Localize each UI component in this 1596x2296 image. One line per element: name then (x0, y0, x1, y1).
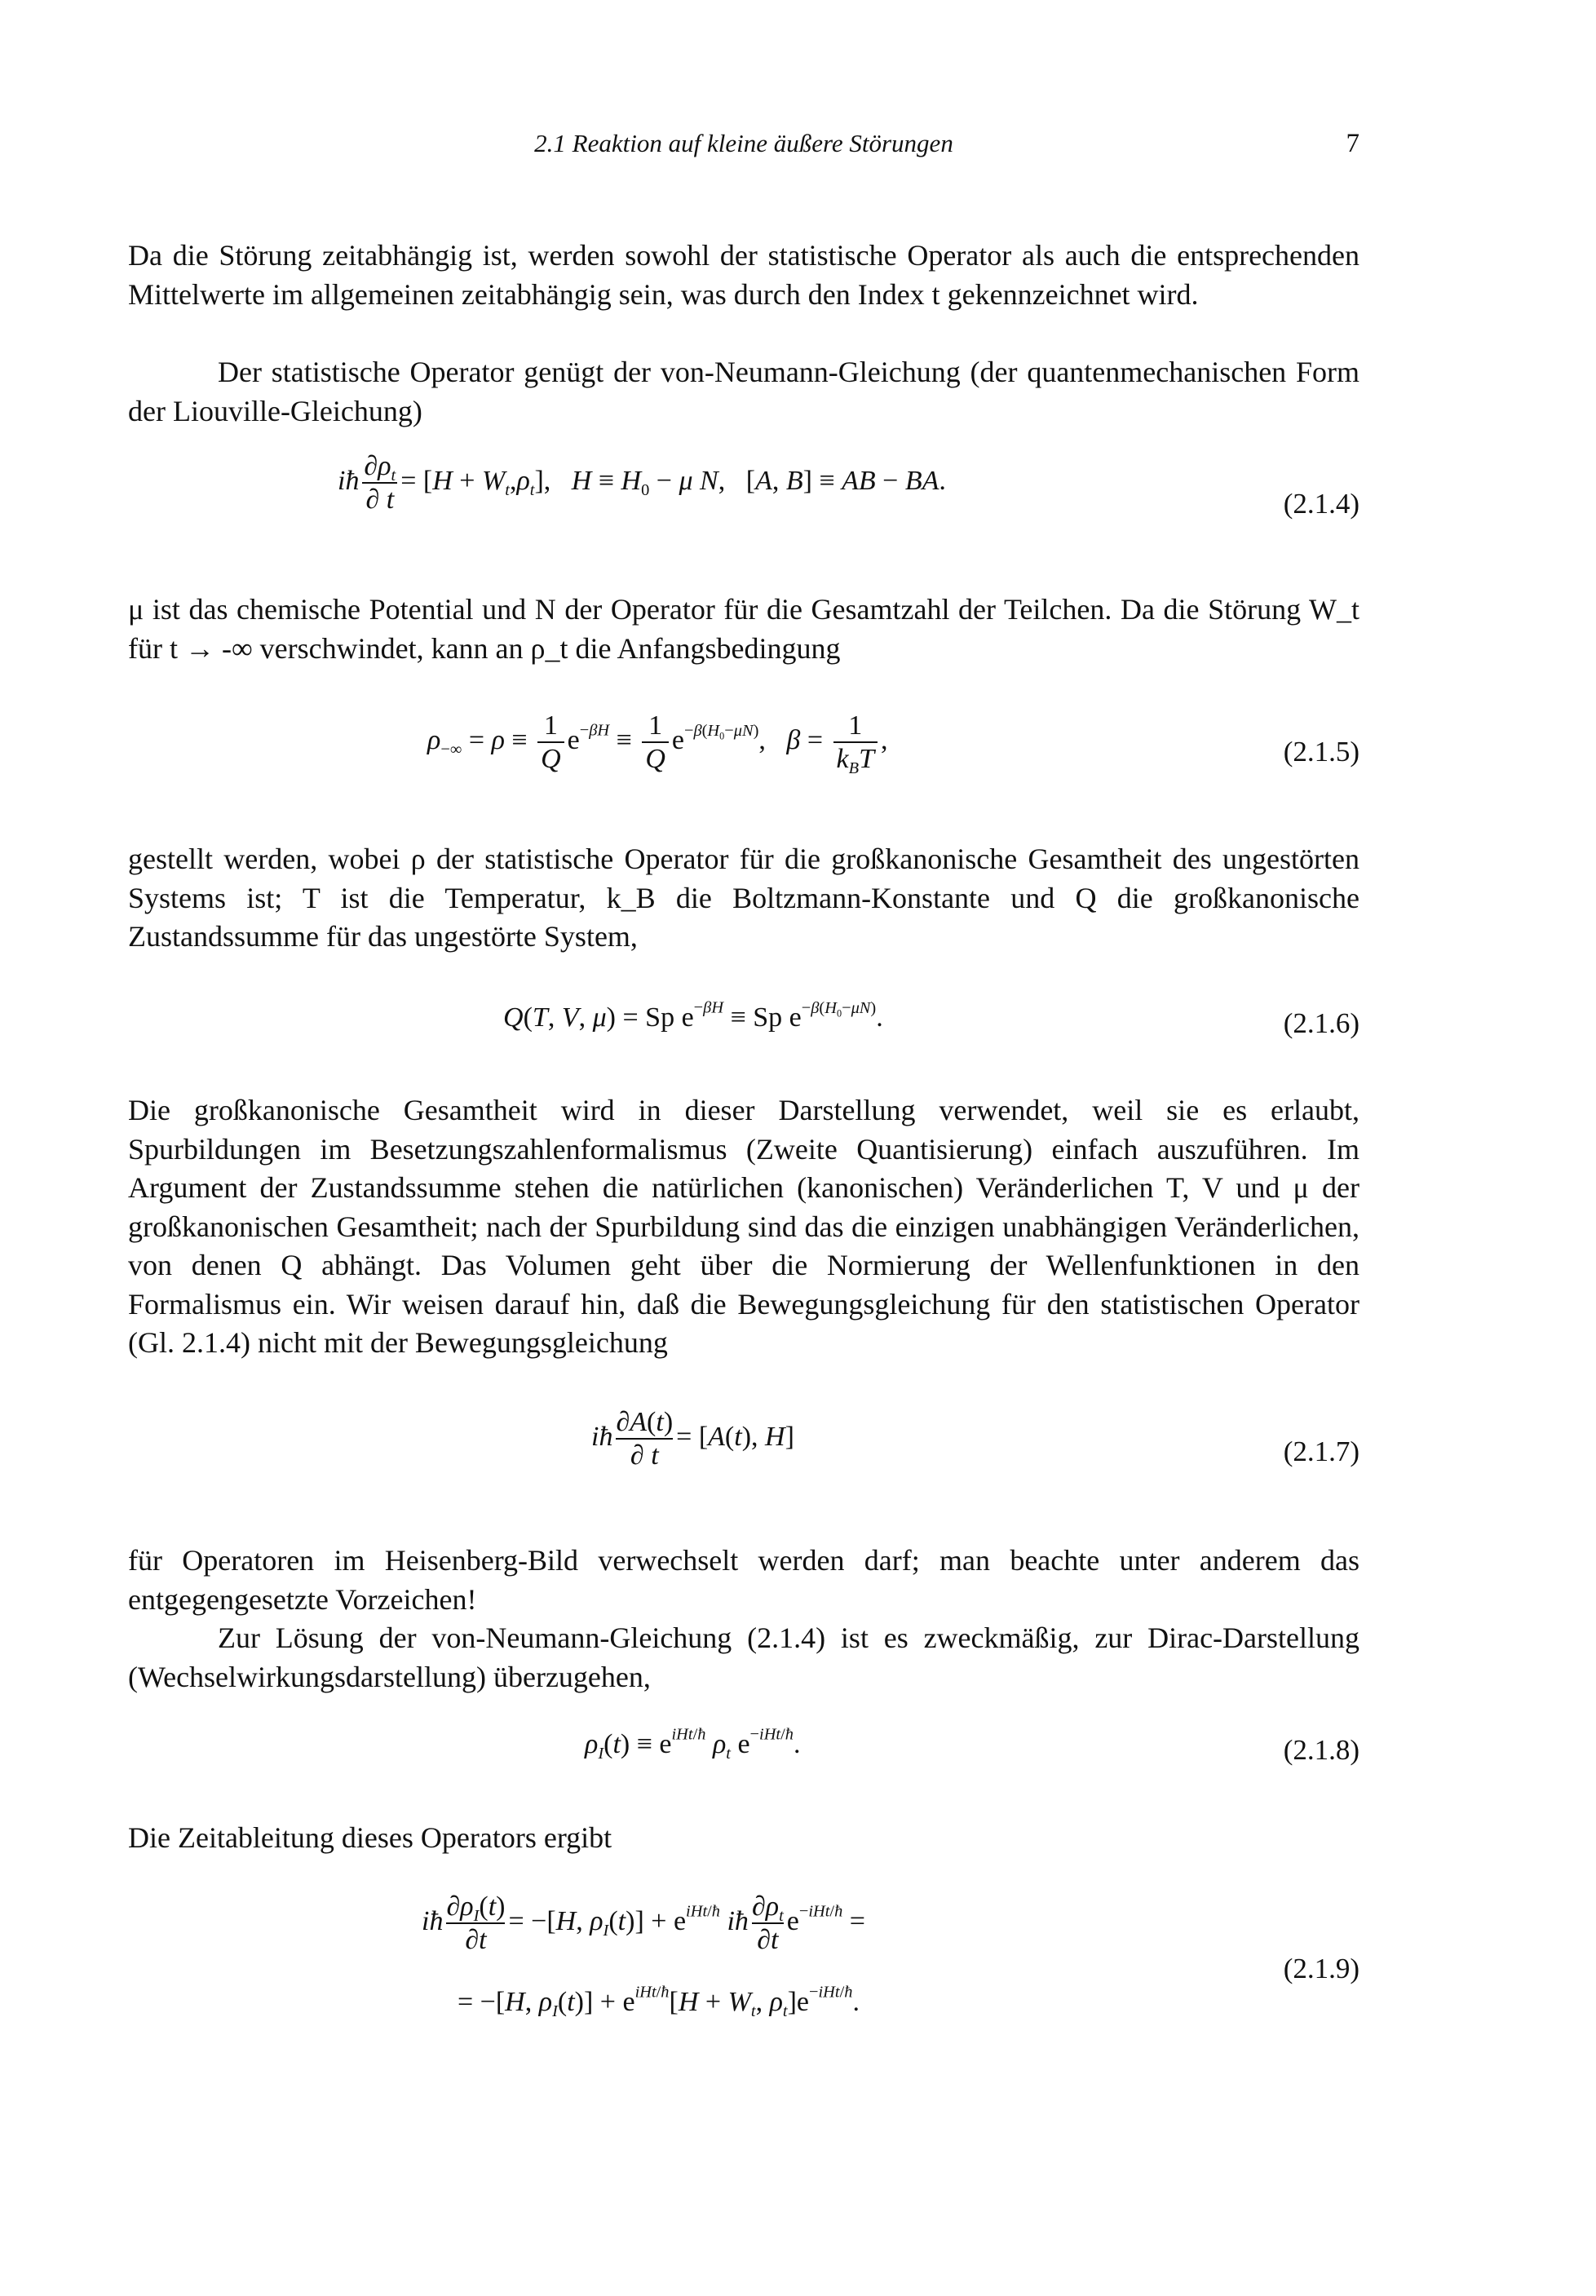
equation-2-1-4-formula: iħ $\frac{\partial\rho_t}{\partial t}$ = $[H + W_t,\rho_t]$, $H \equiv H_0 - \mu$ N, [A, B] ≡ AB − BA. (338, 451, 946, 515)
equation-number-2-1-6: (2.1.6) (1283, 1007, 1359, 1039)
paragraph-8 (128, 1819, 1359, 1858)
equation-2-1-9-line-1: iħ $\frac{\partial\rho_I(t)}{\partial t}$ = −[H, $\rho_I(t)] + e^{iHt/ħ}$ iħ $\frac{\partial\rho_t}{\partial t}$ $e^{-iHt/ħ}$ = (422, 1891, 865, 1956)
paragraph-5 (128, 1091, 1359, 1363)
equation-number-2-1-4: (2.1.4) (1283, 488, 1359, 520)
page-number: 7 (1346, 129, 1359, 158)
paragraph-1-text: Da die Störung zeitabhängig ist, werden sowohl der statistische Operator als auch die entsprechenden Mittelwerte im allgemeinen zeitabhängig sein, was durch den Index t gekennzeichnet wird. (128, 239, 1359, 311)
paragraph-8-text: Die Zeitableitung dieses Operators ergibt (128, 1821, 612, 1854)
equation-2-1-9-line-2: = −[H, $\rho_I(t)] + e^{iHt/ħ}[H + W_t$, $\rho_t]e^{-iHt/ħ}$. (458, 1983, 860, 2021)
equation-2-1-5-formula: $\rho_{-\infty} = \rho$ ≡ $\frac{1}{Q}$ $e^{-\beta H}$ ≡ $\frac{1}{Q}$ $e^{-\beta(H_0-\mu N)}$, β = $\frac{1}{k_BT}$ , (427, 710, 888, 778)
equation-2-1-7 (128, 1403, 1359, 1493)
equation-number-2-1-7: (2.1.7) (1283, 1436, 1359, 1467)
paragraph-6-text: für Operatoren im Heisenberg-Bild verwechselt werden darf; man beachte unter anderem das entgegengesetzte Vorzeichen! (128, 1544, 1359, 1616)
equation-2-1-9 (128, 1891, 1359, 2062)
equation-2-1-8 (128, 1725, 1359, 1778)
paragraph-2-text: Der statistische Operator genügt der von-Neumann-Gleichung (der quantenmechanischen Form der Liouville-Gleichung) (128, 356, 1359, 427)
equation-2-1-6 (128, 999, 1359, 1056)
equation-number-2-1-8: (2.1.8) (1283, 1734, 1359, 1766)
paragraph-1 (128, 237, 1359, 314)
paragraph-4-text: gestellt werden, wobei ρ der statistische Operator für die großkanonische Gesamtheit des ungestörten Systems ist; T ist die Temperatur, k_B die Boltzmann-Konstante und Q die großkanonische Zustandssumme für das ungestörte System, (128, 843, 1359, 953)
paragraph-6 (128, 1542, 1359, 1619)
paragraph-4 (128, 840, 1359, 957)
running-title: 2.1 Reaktion auf kleine äußere Störungen (534, 129, 953, 157)
paragraph-5-text: Die großkanonische Gesamtheit wird in dieser Darstellung verwendet, weil sie es erlaubt, Spurbildungen im Besetzungszahlenformalismus (Zweite Quantisierung) einfach auszuführen. Im Argument der Zustandssumme stehen die natürlichen (kanonischen) Veränderlichen T, V und μ der großkanonischen Gesamtheit; nach der Spurbildung sind das die einzigen unabhängigen Veränderlichen, von denen Q abhängt. Das Volumen geht über die Normierung der Wellenfunktionen in den Formalismus ein. Wir weisen darauf hin, daß die Bewegungsgleichung für den statistischen Operator (Gl. 2.1.4) nicht mit der Bewegungsgleichung (128, 1094, 1359, 1359)
equation-2-1-5 (128, 703, 1359, 809)
equation-2-1-8-formula: $\rho_I(t) \equiv e^{iHt/ħ}$ $\rho_t$ $e^{-iHt/ħ}$. (585, 1725, 801, 1763)
paragraph-7 (128, 1619, 1359, 1697)
paragraph-3 (128, 591, 1359, 668)
equation-number-2-1-9: (2.1.9) (1283, 1953, 1359, 1984)
equation-2-1-7-formula: iħ $\frac{\partial A(t)}{\partial t}$ = [A(t), H] (591, 1407, 794, 1471)
paragraph-3-text: μ ist das chemische Potential und N der Operator für die Gesamtzahl der Teilchen. Da die Störung W_t für t → -∞ verschwindet, kann an ρ_t die Anfangsbedingung (128, 593, 1359, 665)
paragraph-7-text: Zur Lösung der von-Neumann-Gleichung (2.1.4) ist es zweckmäßig, zur Dirac-Darstellung (Wechselwirkungsdarstellung) überzugehen, (128, 1621, 1359, 1693)
equation-2-1-4 (128, 447, 1359, 545)
equation-2-1-6-formula: Q(T, V, μ) = Sp $e^{-\beta H} \equiv Sp$ $e^{-\beta(H_0-\mu N)}$. (503, 998, 883, 1033)
running-header (128, 129, 1359, 175)
paragraph-2 (128, 353, 1359, 431)
equation-number-2-1-5: (2.1.5) (1283, 736, 1359, 768)
